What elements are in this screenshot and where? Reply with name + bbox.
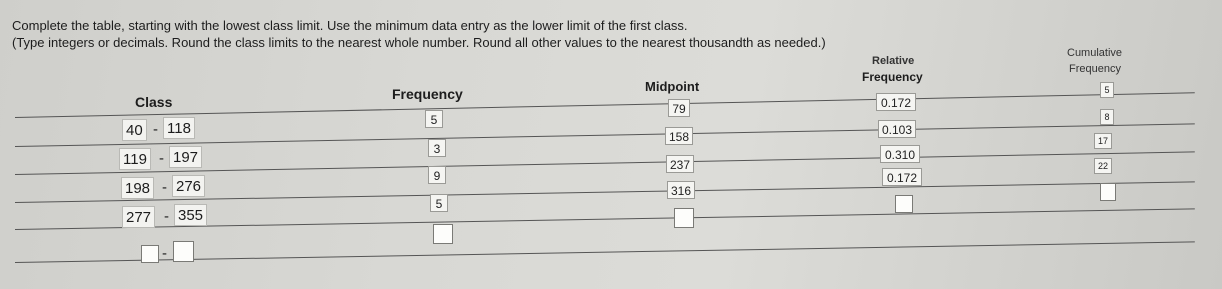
class-separator: -: [162, 245, 167, 262]
header-relative-top: Relative: [872, 55, 915, 67]
midpoint-input[interactable]: 316: [667, 181, 695, 199]
class-lower-input[interactable]: 198: [121, 177, 154, 199]
class-upper-input[interactable]: 197: [169, 146, 202, 168]
class-upper-input[interactable]: 118: [163, 117, 195, 139]
frequency-empty-input[interactable]: [433, 224, 453, 244]
frequency-value: 9: [428, 166, 446, 184]
cumulative-frequency-input[interactable]: 5: [1100, 82, 1114, 98]
header-relative-bottom: Frequency: [862, 70, 923, 84]
class-upper-input[interactable]: 276: [172, 175, 205, 197]
midpoint-input[interactable]: 158: [665, 127, 693, 145]
class-upper-input[interactable]: 355: [174, 204, 207, 226]
relative-frequency-empty-input[interactable]: [895, 195, 913, 213]
frequency-value: 5: [430, 194, 448, 212]
midpoint-empty-input[interactable]: [674, 208, 694, 228]
header-midpoint: Midpoint: [645, 79, 700, 94]
header-class: Class: [135, 94, 173, 110]
instruction-line-1: Complete the table, starting with the lowest class limit. Use the minimum data entry as the lower limit of the first class.: [12, 18, 688, 33]
class-lower-input[interactable]: 40: [122, 119, 147, 141]
frequency-value: 5: [425, 110, 443, 128]
frequency-value: 3: [428, 139, 446, 157]
class-separator: -: [162, 179, 167, 196]
class-lower-input[interactable]: 277: [122, 206, 155, 228]
instruction-line-2: (Type integers or decimals. Round the class limits to the nearest whole number. Round all other values to the nearest thousandth as needed.): [12, 35, 826, 50]
header-cumulative-bottom: Frequency: [1069, 63, 1121, 75]
relative-frequency-input[interactable]: 0.172: [876, 93, 916, 111]
relative-frequency-input[interactable]: 0.103: [878, 120, 916, 138]
midpoint-input[interactable]: 79: [668, 99, 690, 117]
cumulative-frequency-input[interactable]: 22: [1094, 158, 1112, 174]
class-separator: -: [153, 121, 158, 138]
cumulative-frequency-input[interactable]: 17: [1094, 133, 1112, 149]
class-separator: -: [159, 150, 164, 167]
cumulative-frequency-empty-input[interactable]: [1100, 183, 1116, 201]
midpoint-input[interactable]: 237: [666, 155, 694, 173]
class-lower-empty-input[interactable]: [141, 245, 159, 263]
cumulative-frequency-input[interactable]: 8: [1100, 109, 1114, 125]
relative-frequency-input[interactable]: 0.310: [880, 145, 920, 163]
header-frequency: Frequency: [392, 86, 463, 102]
header-cumulative-top: Cumulative: [1067, 47, 1123, 59]
class-upper-empty-input[interactable]: [173, 241, 194, 262]
table-header-rule: [15, 92, 1195, 118]
relative-frequency-input[interactable]: 0.172: [882, 168, 922, 186]
class-lower-input[interactable]: 119: [119, 148, 151, 170]
class-separator: -: [164, 208, 169, 225]
